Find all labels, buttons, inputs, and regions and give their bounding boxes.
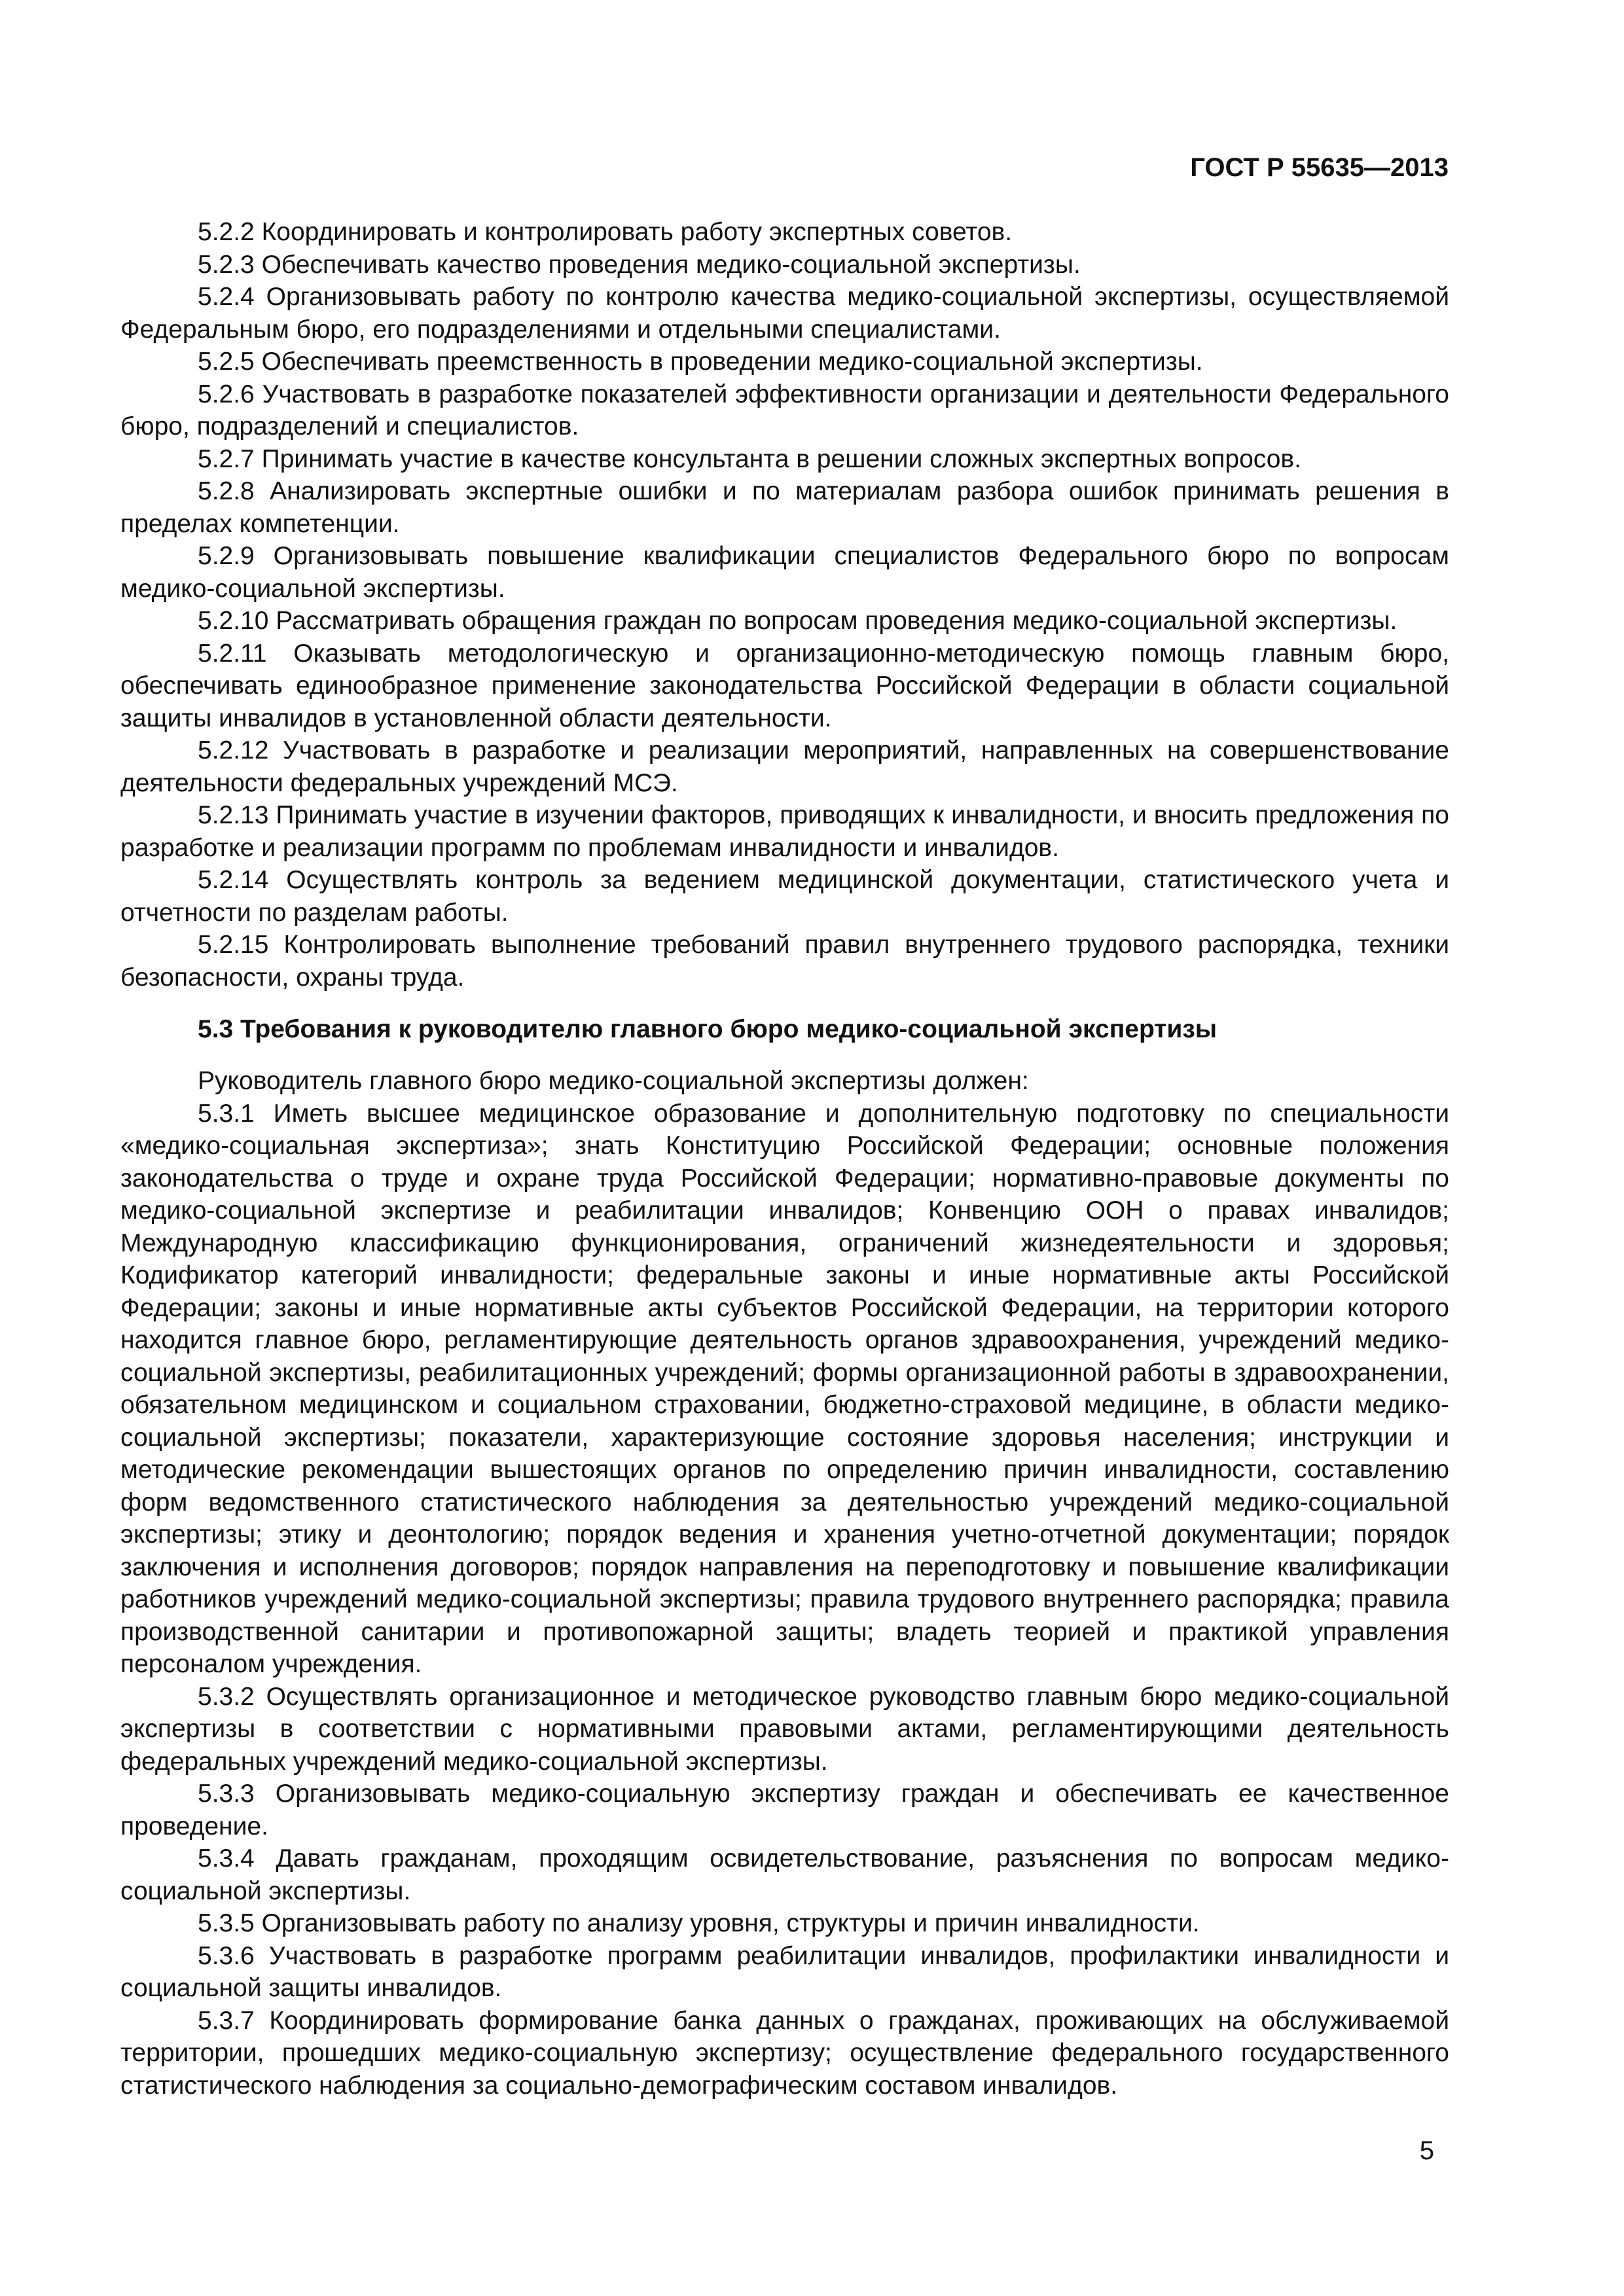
paragraph-5-2-8: 5.2.8 Анализировать экспертные ошибки и по материалам разбора ошибок принимать решения в пределах компетенции. (120, 477, 1449, 538)
paragraph-5-2-9: 5.2.9 Организовывать повышение квалификации специалистов Федерального бюро по вопросам медико-социальной экспертизы. (120, 542, 1449, 603)
paragraph-5-2-4: 5.2.4 Организовывать работу по контролю качества медико-социальной экспертизы, осуществляемой Федеральным бюро, его подразделениями и отдельными специалистами. (120, 283, 1449, 344)
paragraph-5-2-6: 5.2.6 Участвовать в разработке показателей эффективности организации и деятельности Федерального бюро, подразделений и специалистов. (120, 380, 1449, 440)
document-body (120, 216, 1449, 2102)
standard-header: ГОСТ Р 55635—2013 (1190, 153, 1449, 182)
section-heading-5-3: 5.3 Требования к руководителю главного бюро медико-социальной экспертизы (198, 1015, 1218, 1043)
paragraph-5-3-6: 5.3.6 Участвовать в разработке программ реабилитации инвалидов, профилактики инвалидности и социальной защиты инвалидов. (120, 1941, 1449, 2002)
paragraph-5-2-12: 5.2.12 Участвовать в разработке и реализации мероприятий, направленных на совершенствование деятельности федеральных учреждений МСЭ. (120, 736, 1449, 797)
paragraph-5-2-5: 5.2.5 Обеспечивать преемственность в проведении медико-социальной экспертизы. (198, 348, 1203, 376)
section-5-3-list (120, 1065, 1449, 2102)
paragraph-5-3-2: 5.3.2 Осуществлять организационное и методическое руководство главным бюро медико-социальной экспертизы в соответствии с нормативными правовыми актами, регламентирующими деятельность федеральных учреждений медико-социальной экспертизы. (120, 1682, 1449, 1776)
paragraph-5-3-7: 5.3.7 Координировать формирование банка данных о гражданах, проживающих на обслуживаемой территории, прошедших медико-социальную экспертизу; осуществление федерального государственного статистического наблюдения за социально-демографическим составом инвалидов. (120, 2006, 1449, 2100)
paragraph-5-2-10: 5.2.10 Рассматривать обращения граждан по вопросам проведения медико-социальной экспертизы. (198, 607, 1398, 635)
paragraph-5-2-3: 5.2.3 Обеспечивать качество проведения медико-социальной экспертизы. (198, 250, 1081, 279)
paragraph-5-2-11: 5.2.11 Оказывать методологическую и организационно-методическую помощь главным бюро, обеспечивать единообразное применение законодательства Российской Федерации в области социальной защиты инвалидов в установленной области деятельности. (120, 639, 1449, 732)
paragraph-5-2-2: 5.2.2 Координировать и контролировать работу экспертных советов. (198, 218, 1013, 246)
section-5-2-list (120, 216, 1449, 994)
paragraph-5-3-5: 5.3.5 Организовывать работу по анализу уровня, структуры и причин инвалидности. (198, 1909, 1200, 1937)
paragraph-5-3-4: 5.3.4 Давать гражданам, проходящим освидетельствование, разъяснения по вопросам медико-социальной экспертизы. (120, 1844, 1449, 1905)
paragraph-5-2-13: 5.2.13 Принимать участие в изучении факторов, приводящих к инвалидности, и вносить предложения по разработке и реализации программ по проблемам инвалидности и инвалидов. (120, 801, 1449, 862)
paragraph-5-2-14: 5.2.14 Осуществлять контроль за ведением медицинской документации, статистического учета и отчетности по разделам работы. (120, 866, 1449, 927)
page-number: 5 (1419, 2136, 1434, 2165)
paragraph-5-2-7: 5.2.7 Принимать участие в качестве консультанта в решении сложных экспертных вопросов. (198, 444, 1301, 473)
paragraph-5-3-1: 5.3.1 Иметь высшее медицинское образование и дополнительную подготовку по специальности «медико-социальная экспертиза»; знать Конституцию Российской Федерации; основные положения законодательства о труде и охране труда Российской Федерации; нормативно-правовые документы по медико-социальной экспертизе и реабилитации инвалидов; Конвенцию ООН о правах инвалидов; Международную классификацию функционирования, ограничений жизнедеятельности и здоровья; Кодификатор категорий инвалидности; федеральные законы и иные нормативные акты Российской Федерации; законы и иные нормативные акты субъектов Российской Федерации, на территории которого находится главное бюро, регламентирующие деятельность органов здравоохранения, учреждений медико-социальной экспертизы, реабилитационных учреждений; формы организационной работы в здравоохранении, обязательном медицинском и социальном страховании, бюджетно-страховой медицине, в области медико-социальной экспертизы; показатели, характеризующие состояние здоровья населения; инструкции и методические рекомендации вышестоящих органов по определению причин инвалидности, составлению форм ведомственного статистического наблюдения за деятельностью учреждений медико-социальной экспертизы; этику и деонтологию; порядок ведения и хранения учетно-отчетной документации; порядок заключения и исполнения договоров; порядок направления на переподготовку и повышение квалификации работников учреждений медико-социальной экспертизы; правила трудового внутреннего распорядка; правила производственной санитарии и противопожарной защиты; владеть теорией и практикой управления персоналом учреждения. (120, 1099, 1449, 1678)
paragraph-5-3-intro: Руководитель главного бюро медико-социальной экспертизы должен: (198, 1067, 1029, 1095)
paragraph-5-3-3: 5.3.3 Организовывать медико-социальную экспертизу граждан и обеспечивать ее качественное проведение. (120, 1780, 1449, 1840)
paragraph-5-2-15: 5.2.15 Контролировать выполнение требований правил внутреннего трудового распорядка, техники безопасности, охраны труда. (120, 931, 1449, 992)
